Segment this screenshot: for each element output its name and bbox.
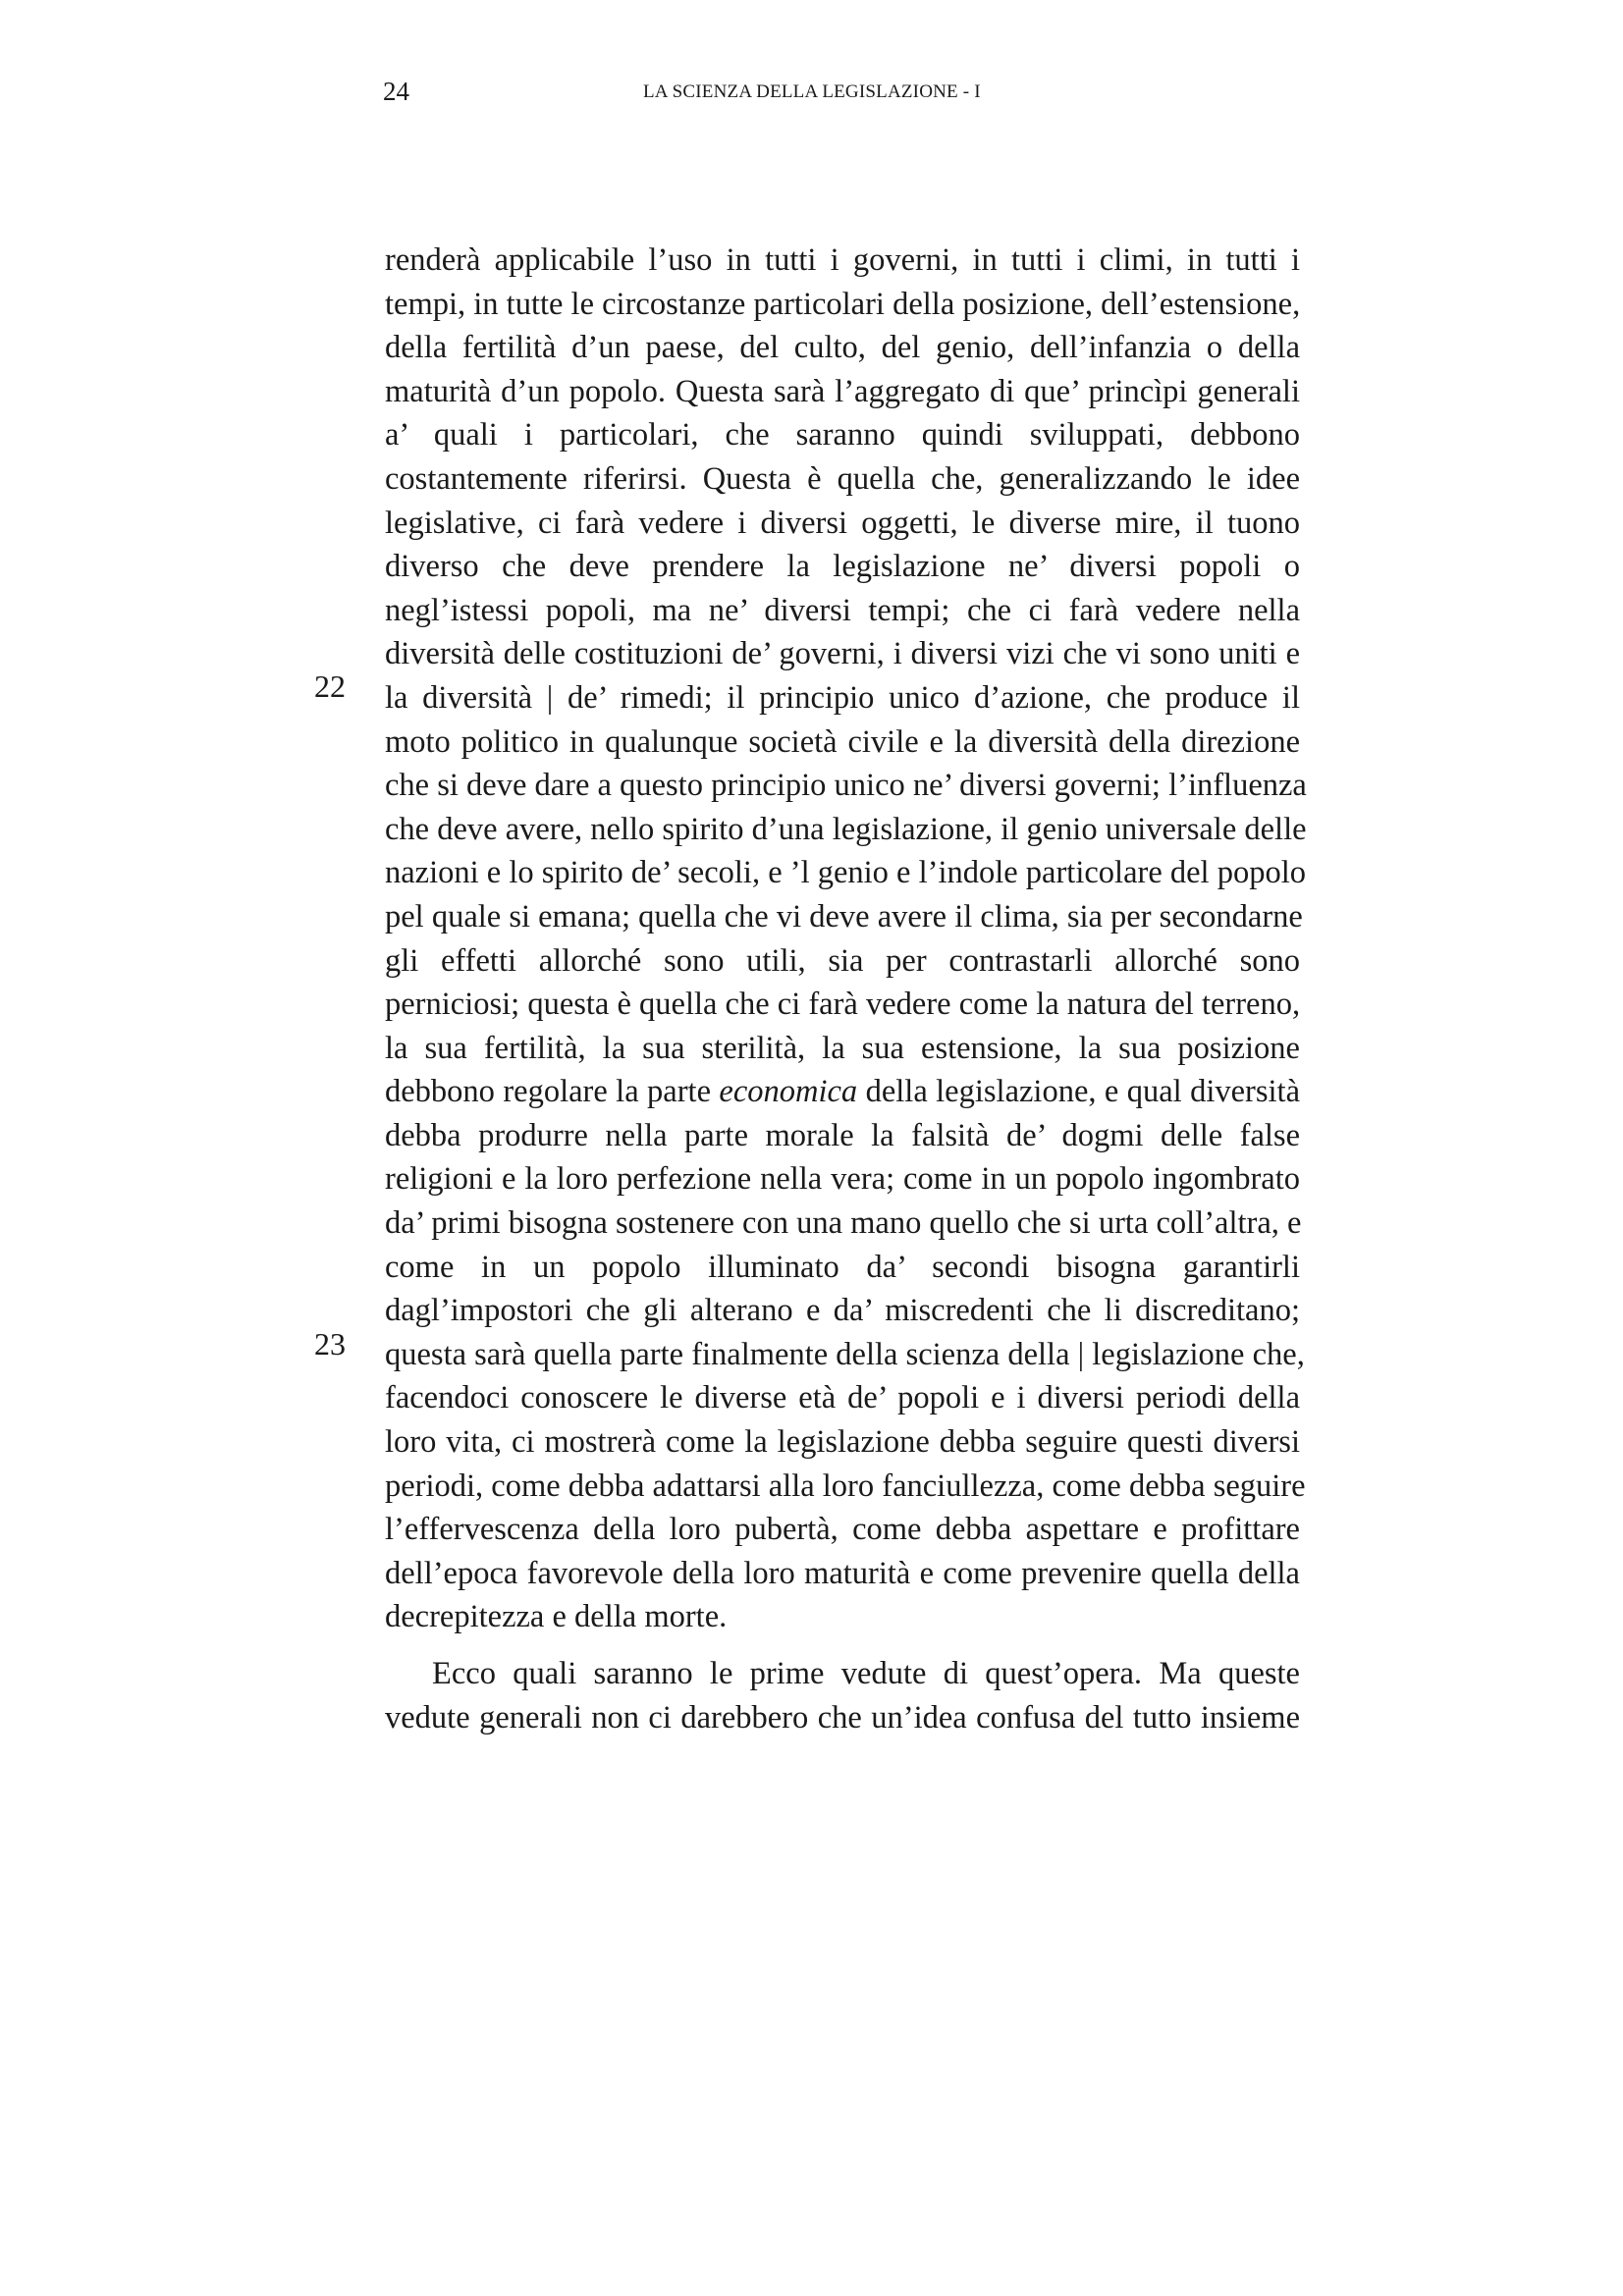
text-line: della fertilità d’un paese, del culto, del genio, dell’infanzia o della — [385, 330, 1300, 366]
text-line: decrepitezza e della morte. — [385, 1599, 728, 1635]
text-line: Ecco quali saranno le prime vedute di quest’opera. Ma queste — [432, 1656, 1300, 1691]
text-line: dagl’impostori che gli alterano e da’ miscredenti che li discreditano; — [385, 1293, 1300, 1329]
body-text — [385, 239, 1307, 1739]
text-line: moto politico in qualunque società civile e la diversità della direzione — [385, 723, 1300, 760]
margin-ref-23: 23 — [314, 1326, 346, 1362]
italic-term: economica — [719, 1074, 858, 1110]
text-run: della legislazione, e qual diversità — [857, 1074, 1300, 1110]
text-line: tempi, in tutte le circostanze particolari della posizione, dell’estensione, — [385, 286, 1301, 322]
text-line: l’effervescenza della loro pubertà, come debba aspettare e profittare — [385, 1512, 1300, 1548]
text-line: perniciosi; questa è quella che ci farà vedere come la natura del terreno, — [385, 987, 1301, 1023]
text-line: a’ quali i particolari, che saranno quindi sviluppati, debbono — [385, 417, 1300, 454]
text-line: periodi, come debba adattarsi alla loro fanciullezza, come debba seguire — [385, 1468, 1306, 1504]
text-line: la sua fertilità, la sua sterilità, la sua estensione, la sua posizione — [385, 1030, 1300, 1066]
page-number: 24 — [383, 77, 409, 106]
text-line: questa sarà quella parte finalmente della scienza della | legislazione che, — [385, 1336, 1305, 1372]
margin-ref-22: 22 — [314, 668, 346, 704]
text-line: da’ primi bisogna sostenere con una mano quello che si urta coll’altra, e — [385, 1205, 1302, 1242]
text-line: legislative, ci farà vedere i diversi oggetti, le diverse mire, il tuono — [385, 505, 1300, 541]
text-line: gli effetti allorché sono utili, sia per contrastarli allorché sono — [385, 942, 1300, 979]
text-line: costantemente riferirsi. Questa è quella che, generalizzando le idee — [385, 460, 1300, 497]
text-line: debba produrre nella parte morale la falsità de’ dogmi delle false — [385, 1117, 1300, 1153]
text-line: religioni e la loro perfezione nella vera; come in un popolo ingombrato — [385, 1161, 1300, 1198]
text-line: renderà applicabile l’uso in tutti i governi, in tutti i climi, in tutti i — [385, 242, 1300, 278]
running-head: LA SCIENZA DELLA LEGISLAZIONE - I — [643, 81, 981, 102]
text-line: diverso che deve prendere la legislazione ne’ diversi popoli o — [385, 549, 1300, 585]
paragraph-gap — [385, 1639, 1300, 1652]
text-line: dell’epoca favorevole della loro maturità e come prevenire quella della — [385, 1555, 1300, 1591]
text-line: maturità d’un popolo. Questa sarà l’aggregato di que’ princìpi generali — [385, 373, 1300, 409]
text-line: pel quale si emana; quella che vi deve avere il clima, sia per secondarne — [385, 898, 1303, 934]
text-line — [385, 1070, 1300, 1114]
text-line: nazioni e lo spirito de’ secoli, e ’l genio e l’indole particolare del popolo — [385, 855, 1306, 891]
text-line: negl’istessi popoli, ma ne’ diversi tempi; che ci farà vedere nella — [385, 592, 1300, 628]
text-line: la diversità | de’ rimedi; il principio unico d’azione, che produce il — [385, 679, 1300, 716]
text-line: che si deve dare a questo principio unico ne’ diversi governi; l’influenza — [385, 768, 1307, 804]
text-line: facendoci conoscere le diverse età de’ popoli e i diversi periodi della — [385, 1380, 1300, 1416]
text-line: vedute generali non ci darebbero che un’idea confusa del tutto insieme — [385, 1699, 1300, 1735]
text-run: debbono regolare la parte — [385, 1074, 720, 1110]
text-line: diversità delle costituzioni de’ governi, i diversi vizi che vi sono uniti e — [385, 636, 1300, 672]
text-line: come in un popolo illuminato da’ secondi bisogna garantirli — [385, 1249, 1300, 1285]
text-line: che deve avere, nello spirito d’una legislazione, il genio universale delle — [385, 811, 1307, 847]
text-line: loro vita, ci mostrerà come la legislazione debba seguire questi diversi — [385, 1424, 1300, 1461]
